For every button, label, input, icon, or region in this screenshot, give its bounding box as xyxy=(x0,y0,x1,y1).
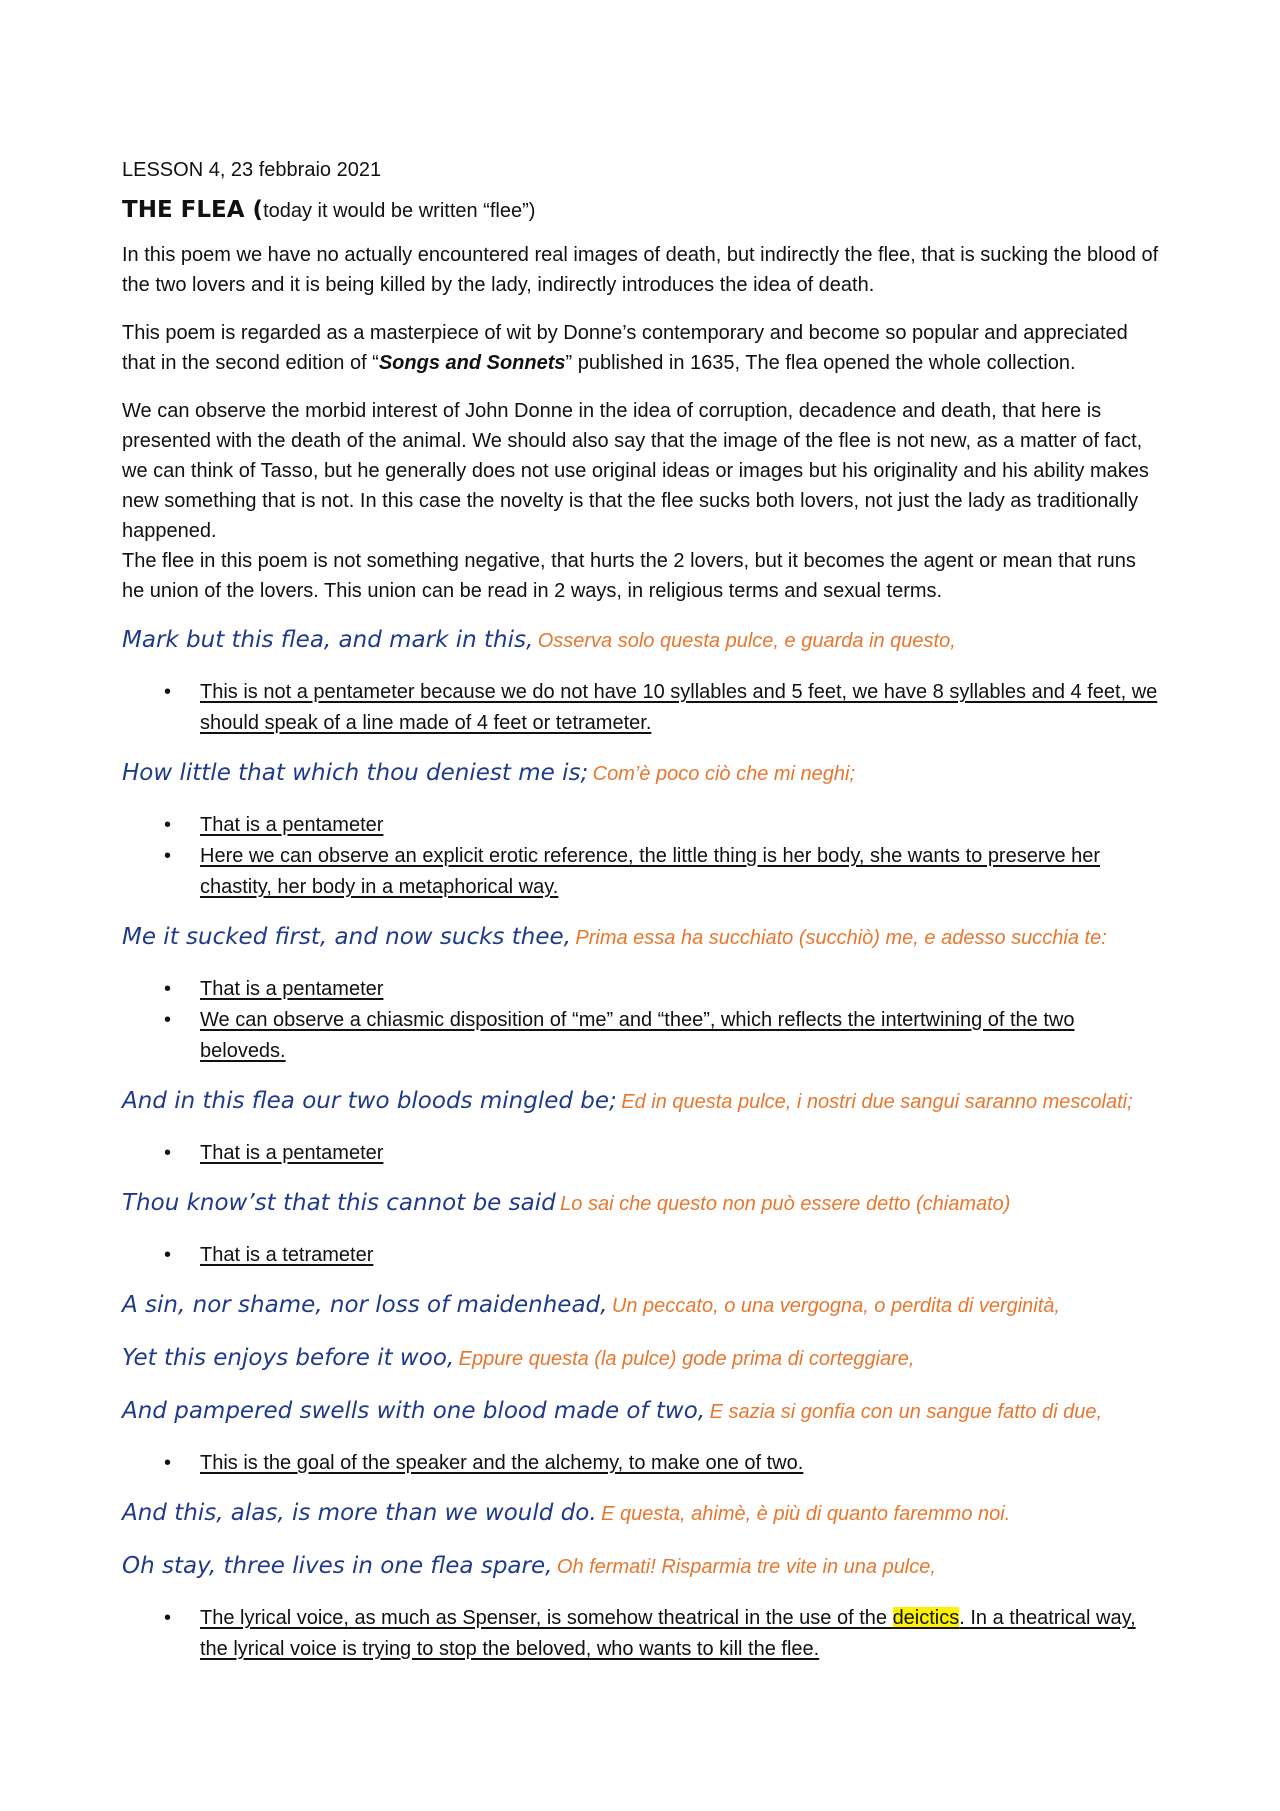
verse-line xyxy=(122,1497,1162,1532)
paragraph-union: The flee in this poem is not something negative, that hurts the 2 lovers, but it becomes the agent or mean that runs he union of the lovers. This union can be read in 2 ways, in religious terms and sexual terms. xyxy=(122,550,1136,602)
note-item: • This is not a pentameter because we do not have 10 syllables and 5 feet, we have 8 syllables and 4 feet, we should speak of a line made of 4 feet or tetrameter. xyxy=(200,677,1162,739)
verse-notes xyxy=(122,1138,1162,1169)
highlighted-term: deictics xyxy=(892,1607,960,1629)
verse-notes xyxy=(122,1603,1162,1665)
verse-notes xyxy=(122,974,1162,1067)
verse-english: Mark but this flea, and mark in this, xyxy=(122,627,534,653)
paragraph-wit-a: This poem is regarded as a masterpiece of wit by Donne’s contemporary and become so popular and appreciated that in the second edition of “ xyxy=(122,322,1128,374)
paragraph-wit-c: ” published in 1635, The flea opened the whole collection. xyxy=(565,352,1076,374)
paragraph-morbid-interest: We can observe the morbid interest of John Donne in the idea of corruption, decadence and death, that here is presented with the death of the animal. We should also say that the image of the flee is not new, as a matter of fact, we can think of Tasso, but he generally does not use original ideas or images but his originality and his ability makes new something that is not. In this case the novelty is that the flee sucks both lovers, not just the lady as traditionally happened. xyxy=(122,400,1149,542)
verse-english: And in this flea our two bloods mingled be; xyxy=(122,1088,617,1114)
note-item: • Here we can observe an explicit erotic reference, the little thing is her body, she wants to preserve her chastity, her body in a metaphorical way. xyxy=(200,841,1162,903)
note-item: • That is a tetrameter xyxy=(200,1240,1162,1271)
verse-line xyxy=(122,1550,1162,1585)
verse-italian: Prima essa ha succhiato (succhiò) me, e adesso succhia te: xyxy=(575,927,1107,949)
verse-italian: Lo sai che questo non può essere detto (chiamato) xyxy=(560,1193,1011,1215)
paragraph-intro: In this poem we have no actually encountered real images of death, but indirectly the flee, that is sucking the blood of the two lovers and it is being killed by the lady, indirectly introduces the idea of death. xyxy=(122,244,1159,296)
verse-italian: Eppure questa (la pulce) gode prima di corteggiare, xyxy=(458,1348,915,1370)
verse-italian: Un peccato, o una vergogna, o perdita di verginità, xyxy=(611,1295,1060,1317)
verse-line xyxy=(122,1187,1162,1222)
verse-notes xyxy=(122,810,1162,903)
note-text-before: The lyrical voice, as much as Spenser, is somehow theatrical in the use of the xyxy=(200,1607,893,1629)
note-item xyxy=(200,1603,1162,1665)
note-item: • We can observe a chiasmic disposition of “me” and “thee”, which reflects the intertwining of the two beloveds. xyxy=(200,1005,1162,1067)
poem-title-main: THE FLEA ( xyxy=(122,197,264,223)
verse-notes xyxy=(122,677,1162,739)
verse-line xyxy=(122,757,1162,792)
verse-line xyxy=(122,1395,1162,1430)
verse-line xyxy=(122,1289,1162,1324)
poem-title-note: today it would be written “flee”) xyxy=(263,200,536,222)
poem-title xyxy=(122,195,1162,226)
lesson-header: LESSON 4, 23 febbraio 2021 xyxy=(122,159,382,181)
verse-english: Me it sucked first, and now sucks thee, xyxy=(122,924,571,950)
verse-italian: Osserva solo questa pulce, e guarda in questo, xyxy=(537,630,956,652)
note-item: • That is a pentameter xyxy=(200,810,1162,841)
verse-notes xyxy=(122,1240,1162,1271)
verse-english: A sin, nor shame, nor loss of maidenhead, xyxy=(122,1292,608,1318)
verse-line xyxy=(122,624,1162,659)
verse-italian: E questa, ahimè, è più di quanto faremmo noi. xyxy=(601,1503,1011,1525)
verse-english: Thou know’st that this cannot be said xyxy=(122,1190,556,1216)
verse-english: Yet this enjoys before it woo, xyxy=(122,1345,455,1371)
verse-italian: Com’è poco ciò che mi neghi; xyxy=(592,763,856,785)
verse-english: And pampered swells with one blood made of two, xyxy=(122,1398,706,1424)
note-item: • That is a pentameter xyxy=(200,974,1162,1005)
verse-english: How little that which thou deniest me is; xyxy=(122,760,589,786)
paragraph-wit xyxy=(122,318,1162,378)
verse-english: And this, alas, is more than we would do. xyxy=(122,1500,597,1526)
verse-italian: E sazia si gonfia con un sangue fatto di due, xyxy=(709,1401,1103,1423)
verse-english: Oh stay, three lives in one flea spare, xyxy=(122,1553,553,1579)
verse-italian: Oh fermati! Risparmia tre vite in una pulce, xyxy=(556,1556,936,1578)
note-item: • This is the goal of the speaker and the alchemy, to make one of two. xyxy=(200,1448,1162,1479)
book-title: Songs and Sonnets xyxy=(378,352,566,374)
note-text-after: . In a theatrical way, the lyrical voice is trying to stop the beloved, who wants to kill the flee. xyxy=(200,1607,1136,1660)
verse-line xyxy=(122,921,1162,956)
verse-notes xyxy=(122,1448,1162,1479)
verse-line xyxy=(122,1342,1162,1377)
verse-line xyxy=(122,1085,1162,1120)
note-item: • That is a pentameter xyxy=(200,1138,1162,1169)
verse-italian: Ed in questa pulce, i nostri due sangui saranno mescolati; xyxy=(621,1091,1133,1113)
